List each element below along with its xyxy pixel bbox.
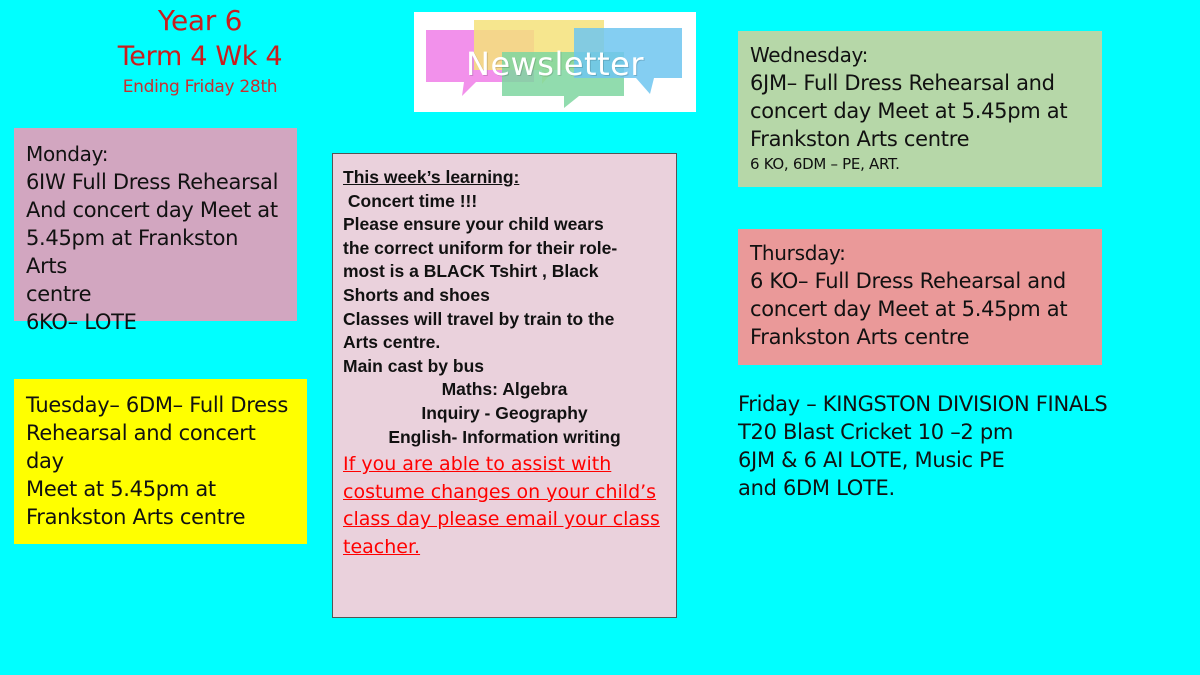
wednesday-line: Frankston Arts centre (750, 127, 970, 151)
monday-box (14, 128, 297, 334)
note-line: class day please email your class (343, 508, 660, 531)
monday-title: Monday: (26, 142, 109, 166)
friday-line: and 6DM LOTE. (738, 476, 895, 500)
tuesday-line: Tuesday– 6DM– Full Dress (26, 393, 288, 417)
tuesday-line: Meet at 5.45pm at (26, 477, 216, 501)
term-week-title: Term 4 Wk 4 (117, 41, 283, 72)
note-line: If you are able to assist with (343, 453, 612, 476)
learning-line: Classes will travel by train to the (343, 308, 615, 329)
monday-line: And concert day Meet at (26, 198, 278, 222)
monday-line: centre (26, 282, 92, 306)
wednesday-title: Wednesday: (750, 43, 869, 67)
thursday-line: concert day Meet at 5.45pm at (750, 297, 1068, 321)
monday-line: 5.45pm at Frankston Arts (26, 226, 239, 278)
learning-line: the correct uniform for their role- (343, 237, 618, 258)
friday-line: Friday – KINGSTON DIVISION FINALS (738, 392, 1108, 416)
tuesday-line: Frankston Arts centre (26, 505, 246, 529)
logo-text: Newsletter (466, 45, 644, 83)
note-line: teacher. (343, 535, 421, 558)
newsletter-header (90, 2, 310, 100)
learning-box (332, 153, 677, 618)
learning-line: most is a BLACK Tshirt , Black (343, 261, 599, 282)
wednesday-line: 6JM– Full Dress Rehearsal and (750, 71, 1055, 95)
wednesday-box (738, 31, 1102, 187)
subject-maths: Maths: Algebra (441, 379, 568, 400)
learning-line: Main cast by bus (343, 355, 485, 376)
newsletter-logo (414, 12, 696, 112)
subject-inquiry: Inquiry - Geography (421, 402, 588, 423)
monday-line: 6KO– LOTE (26, 310, 137, 334)
tuesday-box (14, 379, 307, 544)
tuesday-line: Rehearsal and concert day (26, 421, 256, 473)
thursday-title: Thursday: (750, 241, 846, 265)
thursday-line: Frankston Arts centre (750, 325, 970, 349)
learning-line: Shorts and shoes (343, 284, 490, 305)
learning-line: Arts centre. (343, 332, 441, 353)
ending-date: Ending Friday 28th (122, 77, 278, 97)
note-line: costume changes on your child’s (343, 480, 657, 503)
monday-line: 6IW Full Dress Rehearsal (26, 170, 279, 194)
learning-heading: This week’s learning: (343, 167, 520, 187)
year-title: Year 6 (157, 4, 243, 37)
friday-line: T20 Blast Cricket 10 –2 pm (738, 420, 1014, 444)
subject-english: English- Information writing (388, 426, 621, 447)
learning-line: Concert time !!! (343, 190, 478, 211)
volunteer-note (343, 451, 666, 561)
learning-line: Please ensure your child wears (343, 214, 604, 235)
friday-line: 6JM & 6 AI LOTE, Music PE (738, 448, 1005, 472)
friday-notes (738, 390, 1138, 502)
wednesday-small: 6 KO, 6DM – PE, ART. (750, 155, 900, 173)
thursday-box (738, 229, 1102, 365)
wednesday-line: concert day Meet at 5.45pm at (750, 99, 1068, 123)
thursday-line: 6 KO– Full Dress Rehearsal and (750, 269, 1066, 293)
